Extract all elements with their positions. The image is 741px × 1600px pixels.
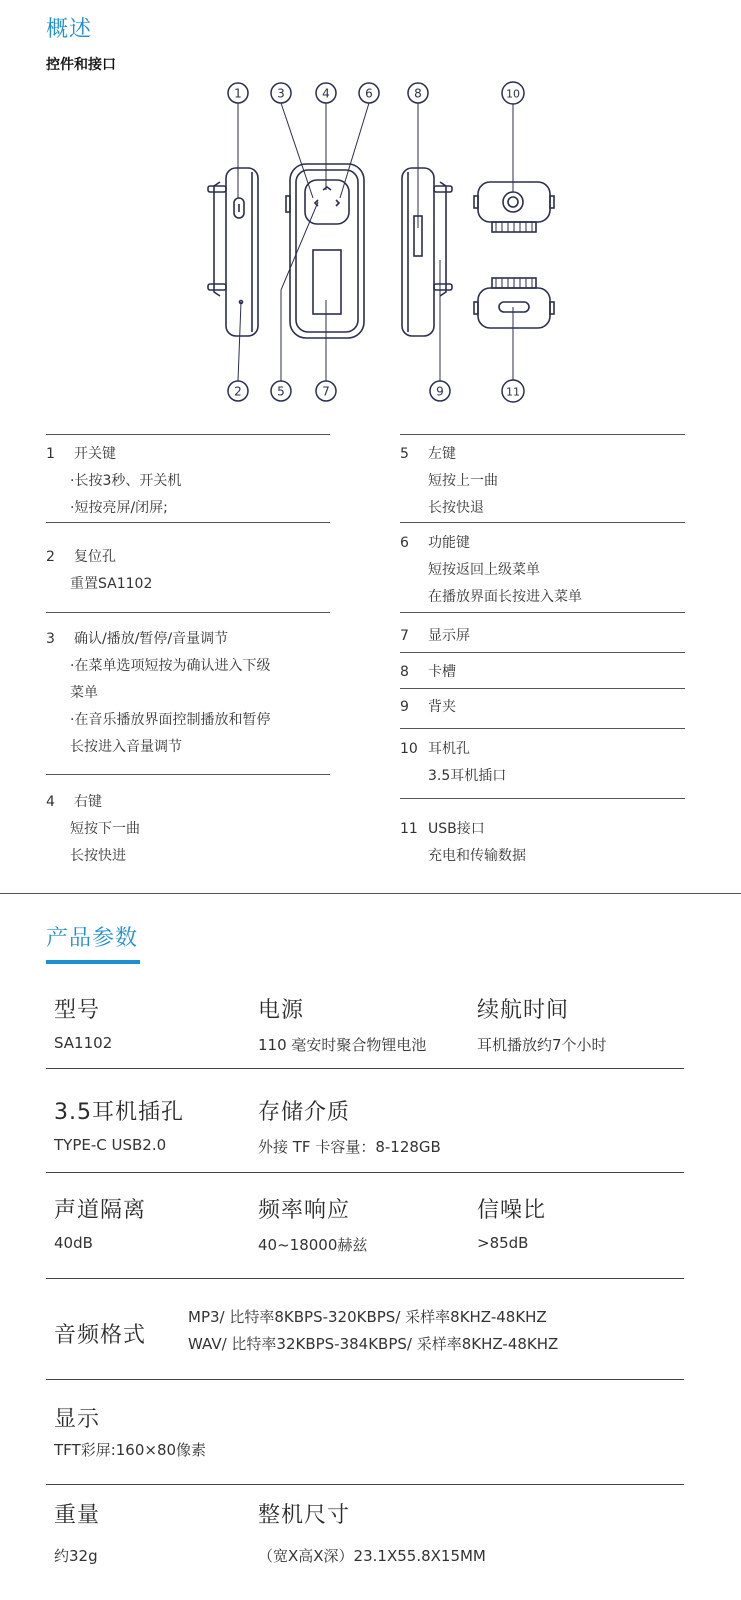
control-item-1 <box>46 441 181 522</box>
device-side-left-illustration <box>208 168 258 336</box>
device-diagram <box>0 70 741 410</box>
spec-value-format-mp3: MP3/ 比特率8KBPS-320KBPS/ 采样率8KHZ-48KHZ <box>188 1308 547 1326</box>
spec-label-frequency: 频率响应 <box>258 1198 351 1223</box>
divider <box>46 1484 684 1485</box>
control-desc: 长按快进 <box>70 848 126 864</box>
control-desc: ·短按亮屏/闭屏; <box>70 500 168 516</box>
control-number: 6 <box>400 535 409 551</box>
callout-label: 11 <box>506 385 520 399</box>
control-title: 显示屏 <box>428 628 470 644</box>
divider <box>46 522 330 523</box>
spec-value-model: SA1102 <box>54 1034 113 1052</box>
control-title: 卡槽 <box>428 664 456 680</box>
divider <box>46 434 330 435</box>
control-item-11 <box>400 816 526 870</box>
control-number: 2 <box>46 549 55 565</box>
spec-value-battery: 耳机播放约7个小时 <box>477 1036 607 1054</box>
divider <box>400 522 685 523</box>
control-desc: 重置SA1102 <box>70 576 153 592</box>
control-desc: 短按下一曲 <box>70 821 140 837</box>
spec-value-storage: 外接 TF 卡容量：8-128GB <box>258 1138 441 1156</box>
spec-value-format-wav: WAV/ 比特率32KBPS-384KBPS/ 采样率8KHZ-48KHZ <box>188 1335 559 1353</box>
section-divider <box>0 893 741 894</box>
callout-leader-lines <box>238 103 513 381</box>
control-title: 复位孔 <box>74 549 116 565</box>
page-title: 概述 <box>46 17 93 42</box>
divider <box>400 798 685 799</box>
control-desc: 充电和传输数据 <box>428 848 526 864</box>
device-top-illustration <box>474 182 554 232</box>
control-desc: 长按进入音量调节 <box>70 739 182 755</box>
control-desc: 菜单 <box>70 685 98 701</box>
callout-label: 8 <box>414 86 422 101</box>
divider <box>400 652 685 653</box>
divider <box>400 434 685 435</box>
control-number: 9 <box>400 699 409 715</box>
control-item-8 <box>400 659 456 686</box>
control-title: 耳机孔 <box>428 741 470 757</box>
control-desc: 短按返回上级菜单 <box>428 562 540 578</box>
control-title: 左键 <box>428 446 456 462</box>
spec-label-format: 音频格式 <box>54 1323 147 1348</box>
params-title: 产品参数 <box>46 926 139 951</box>
control-item-3 <box>46 626 270 761</box>
callout-label: 9 <box>436 384 444 399</box>
spec-value-snr: >85dB <box>477 1234 529 1252</box>
control-item-7 <box>400 623 470 650</box>
control-title: 确认/播放/暂停/音量调节 <box>74 631 229 647</box>
spec-value-frequency: 40~18000赫兹 <box>258 1236 368 1254</box>
control-desc: ·长按3秒、开关机 <box>70 473 182 489</box>
spec-label-battery: 续航时间 <box>477 998 570 1023</box>
control-item-4 <box>46 789 140 870</box>
control-desc: 长按快退 <box>428 500 484 516</box>
device-bottom-illustration <box>474 278 554 328</box>
control-number: 7 <box>400 628 409 644</box>
control-title: 功能键 <box>428 535 470 551</box>
divider <box>46 1172 684 1173</box>
spec-value-weight: 约32g <box>54 1547 98 1565</box>
divider <box>46 774 330 775</box>
callout-label: 4 <box>322 86 330 101</box>
control-desc: 在播放界面长按进入菜单 <box>428 589 582 605</box>
spec-label-storage: 存储介质 <box>258 1100 351 1125</box>
spec-label-jack: 3.5耳机插孔 <box>54 1100 184 1125</box>
callout-label: 6 <box>365 86 373 101</box>
control-item-9 <box>400 694 456 721</box>
control-desc: ·在菜单选项短按为确认进入下级 <box>70 658 271 674</box>
control-title: 右键 <box>74 794 102 810</box>
callout-label: 2 <box>234 384 242 399</box>
spec-label-size: 整机尺寸 <box>258 1503 351 1528</box>
spec-label-separation: 声道隔离 <box>54 1198 147 1223</box>
control-item-6 <box>400 530 582 611</box>
control-title: USB接口 <box>428 821 485 837</box>
divider <box>400 688 685 689</box>
control-desc: 3.5耳机插口 <box>428 768 507 784</box>
control-number: 4 <box>46 794 55 810</box>
callout-label: 3 <box>277 86 285 101</box>
spec-label-display: 显示 <box>54 1407 101 1432</box>
spec-label-model: 型号 <box>54 998 101 1023</box>
control-number: 8 <box>400 664 409 680</box>
divider <box>46 1379 684 1380</box>
control-number: 10 <box>400 741 418 757</box>
spec-label-weight: 重量 <box>54 1503 101 1528</box>
spec-label-snr: 信噪比 <box>477 1198 547 1223</box>
control-title: 开关键 <box>74 446 116 462</box>
callout-label: 1 <box>234 86 242 101</box>
divider <box>400 612 685 613</box>
callout-label: 7 <box>322 384 330 399</box>
control-desc: ·在音乐播放界面控制播放和暂停 <box>70 712 271 728</box>
spec-value-jack: TYPE-C USB2.0 <box>54 1136 167 1154</box>
control-item-10 <box>400 736 506 790</box>
divider <box>46 612 330 613</box>
spec-label-power: 电源 <box>258 998 305 1023</box>
control-title: 背夹 <box>428 699 456 715</box>
spec-value-power: 110 毫安时聚合物锂电池 <box>258 1036 427 1054</box>
control-number: 1 <box>46 446 55 462</box>
control-item-2 <box>46 544 152 598</box>
divider <box>400 728 685 729</box>
control-item-5 <box>400 441 498 522</box>
spec-value-display: TFT彩屏:160×80像素 <box>54 1441 207 1459</box>
section-subtitle: 控件和接口 <box>46 57 116 73</box>
spec-value-separation: 40dB <box>54 1234 93 1252</box>
divider <box>46 1278 684 1279</box>
callout-label: 5 <box>277 384 285 399</box>
callout-label: 10 <box>506 87 520 101</box>
params-title-underline <box>46 960 140 964</box>
spec-value-size: （宽X高X深）23.1X55.8X15MM <box>258 1547 486 1565</box>
divider <box>46 1068 684 1069</box>
device-side-right-illustration <box>402 168 452 336</box>
control-number: 5 <box>400 446 409 462</box>
control-desc: 短按上一曲 <box>428 473 498 489</box>
control-number: 11 <box>400 821 418 837</box>
control-number: 3 <box>46 631 55 647</box>
